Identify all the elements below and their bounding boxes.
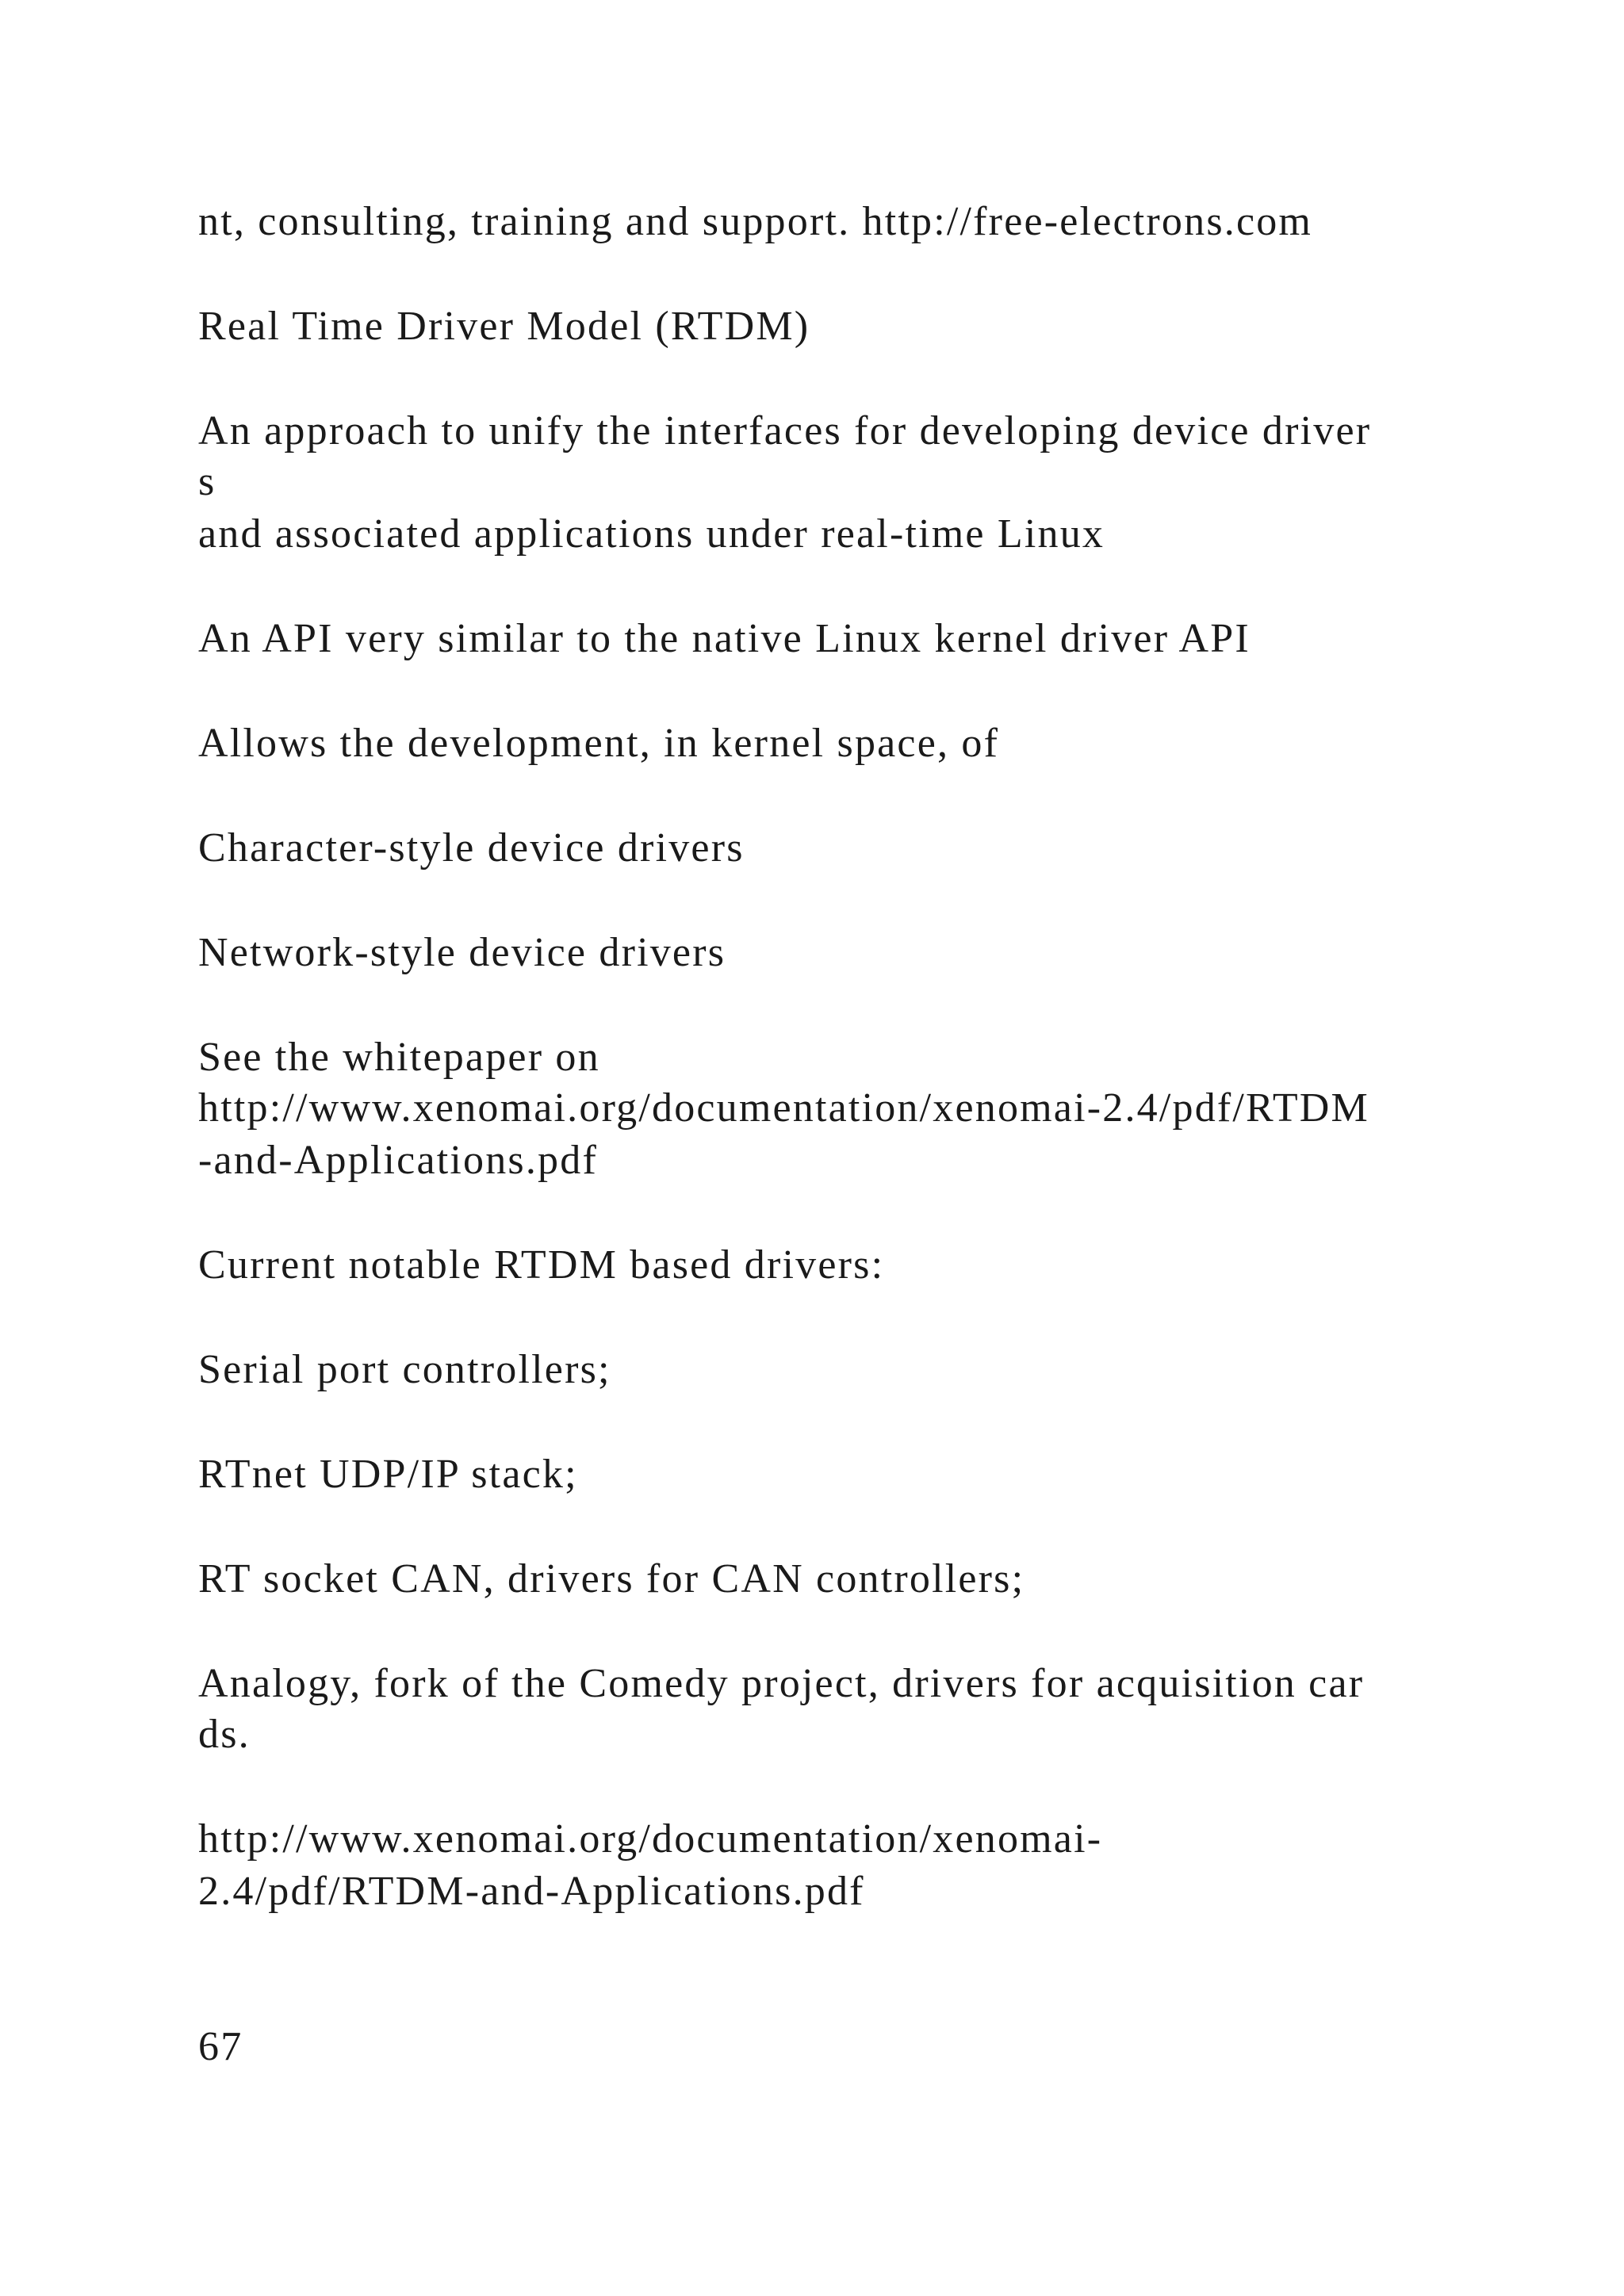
page-number: 67 (198, 2024, 243, 2069)
text-line: Serial port controllers; (198, 1347, 611, 1392)
text-line: An API very similar to the native Linux kernel driver API (198, 616, 1251, 661)
section-title: Real Time Driver Model (RTDM) (198, 304, 810, 349)
text-line: and associated applications under real-time Linux (198, 511, 1105, 557)
text-line: Network-style device drivers (198, 930, 726, 975)
url-line: 2.4/pdf/RTDM-and-Applications.pdf (198, 1869, 865, 1914)
header-line: nt, consulting, training and support. http://free-electrons.com (198, 199, 1313, 244)
text-line: Analogy, fork of the Comedy project, drivers for acquisition car (198, 1661, 1365, 1706)
url-line: -and-Applications.pdf (198, 1138, 598, 1183)
text-line: See the whitepaper on (198, 1035, 600, 1080)
text-line: Current notable RTDM based drivers: (198, 1242, 885, 1288)
text-line: An approach to unify the interfaces for developing device driver (198, 408, 1372, 453)
text-line: s (198, 459, 216, 504)
text-line: ds. (198, 1712, 251, 1757)
url-line: http://www.xenomai.org/documentation/xenomai-2.4/pdf/RTDM (198, 1085, 1369, 1131)
text-line: Allows the development, in kernel space, of (198, 721, 1000, 766)
text-line: RT socket CAN, drivers for CAN controllers; (198, 1556, 1025, 1601)
text-line: RTnet UDP/IP stack; (198, 1452, 578, 1497)
url-line: http://www.xenomai.org/documentation/xenomai- (198, 1816, 1103, 1862)
text-line: Character-style device drivers (198, 825, 745, 871)
